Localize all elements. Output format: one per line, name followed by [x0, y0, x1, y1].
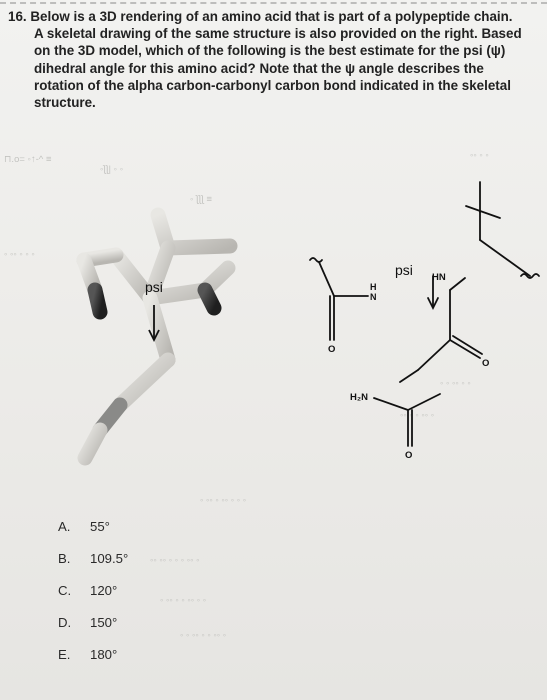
answer-value: 120° — [90, 582, 118, 598]
bleed-through-text: ◦ ◦ ◦ ◦◦ ◦ — [4, 249, 35, 260]
bond-lower-right — [408, 394, 440, 410]
answer-value: 55° — [90, 518, 110, 534]
answer-value: 109.5° — [90, 550, 129, 566]
bond-hn — [450, 278, 465, 290]
answer-letter: A. — [58, 518, 71, 534]
question-text — [8, 8, 533, 111]
bond-chain-4 — [480, 240, 530, 276]
wavy-bond-left — [310, 258, 322, 262]
n-label: N — [370, 292, 377, 302]
h-label: H — [370, 282, 377, 292]
bond-h2n — [374, 398, 408, 410]
bond-chain-2 — [466, 206, 500, 218]
bond-lower-chain — [120, 360, 168, 405]
question-line-6: structure. — [34, 95, 96, 111]
question-line-2: A skeletal drawing of the same structure is also provided on the right. Based — [34, 26, 522, 42]
skeletal-structure — [290, 150, 547, 510]
answer-value: 150° — [90, 614, 118, 630]
skeletal-psi-label: psi — [395, 262, 413, 278]
bleed-through-text: ◦ ◦ ◦◦ — [470, 150, 489, 161]
answer-letter: B. — [58, 550, 71, 566]
model-psi-label: psi — [145, 279, 163, 295]
h2n-label: H₂N — [350, 392, 368, 403]
bleed-through-text: ≡ ∫∫∫ ◦ — [190, 194, 212, 205]
question-line-1: 16. Below is a 3D rendering of an amino acid that is part of a polypeptide chain. — [8, 9, 513, 24]
bleed-through-text: ◦ ◦ |∫∫◦ — [100, 164, 124, 175]
o-label-bottom: O — [405, 450, 413, 461]
question-line-3: on the 3D model, which of the following is the best estimate for the psi (ψ) — [34, 43, 506, 59]
answer-letter: C. — [58, 582, 72, 598]
answer-choices — [58, 510, 128, 670]
answer-letter: D. — [58, 614, 72, 630]
answer-choice-a[interactable] — [58, 510, 128, 542]
bond-down-left — [418, 340, 450, 370]
answer-choice-c[interactable] — [58, 574, 128, 606]
bleed-through-text: ≡ ^-↑◦ =o.⊓ — [4, 154, 52, 165]
bond-left-chain-1 — [319, 262, 334, 296]
question-line-5: rotation of the alpha carbon-carbonyl carbon bond indicated in the skeletal — [34, 77, 511, 93]
bond-to-h2n-chain — [400, 370, 418, 382]
bond-oxygen-right — [205, 290, 214, 308]
page-edge-divider — [0, 2, 547, 6]
answer-choice-b[interactable] — [58, 542, 128, 574]
question-line-4: dihedral angle for this amino acid? Note that the ψ angle describes the — [34, 60, 484, 76]
o-label-right: O — [482, 358, 490, 369]
bleed-through-text: ◦ ◦ ◦◦ ◦ ◦ ◦◦ ◦ — [160, 595, 207, 606]
o-label-left: O — [328, 344, 336, 355]
bond-psi-axis — [150, 298, 168, 360]
question-number: 16. — [8, 9, 27, 24]
bleed-through-text: ◦ ◦◦ ◦ ◦ ◦◦ — [400, 410, 435, 421]
answer-letter: E. — [58, 646, 71, 662]
bond-oxygen-left — [95, 290, 100, 312]
bleed-through-text: ◦ ◦◦ ◦ ◦ ◦◦ ◦ ◦ — [180, 630, 227, 641]
answer-choice-e[interactable] — [58, 638, 128, 670]
3d-stick-model — [0, 140, 270, 500]
bleed-through-text: ◦ ◦ ◦ ◦◦ ◦ ◦◦ ◦ — [200, 495, 247, 506]
nh-label: HN — [432, 272, 446, 283]
bleed-through-text: ◦ ◦ ◦◦ ◦ ◦ — [440, 378, 471, 389]
bleed-through-text: ◦ ◦◦ ◦ ◦ ◦ ◦◦ ◦◦ — [150, 555, 200, 566]
answer-choice-d[interactable] — [58, 606, 128, 638]
answer-value: 180° — [90, 646, 118, 662]
